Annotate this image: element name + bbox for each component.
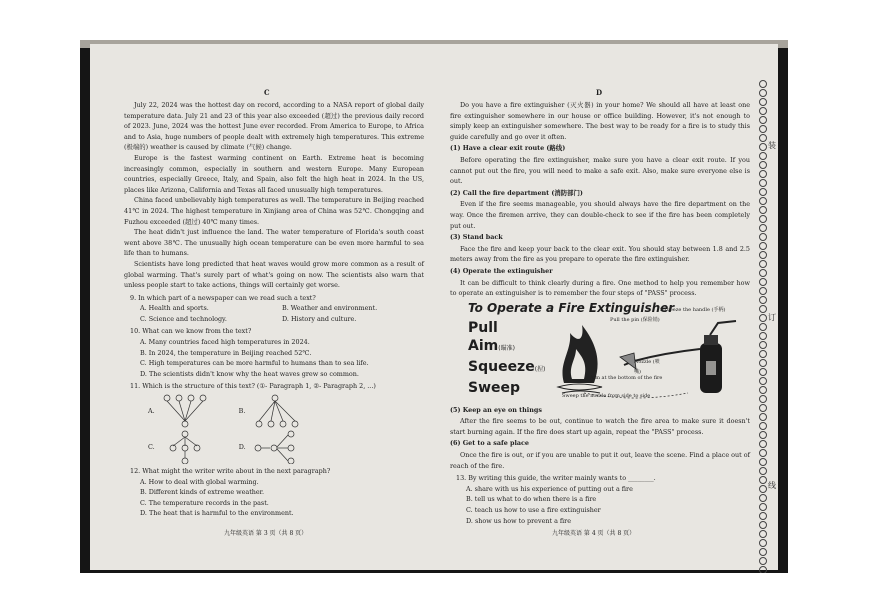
right-column [450, 100, 750, 526]
binding-ring-icon [759, 161, 767, 169]
question-13: 13. By writing this guide, the writer mainly wants to ________. [456, 474, 656, 483]
binding-ring-icon [759, 278, 767, 286]
label-sweep: Sweep the nozzle from side to side [562, 392, 651, 399]
page-footer-left: 九年级英语 第 3 页（共 8 页） [224, 530, 308, 537]
binding-ring-icon [759, 404, 767, 412]
binding-ring-icon [759, 485, 767, 493]
binding-ring-icon [759, 395, 767, 403]
binding-ring-icon [759, 134, 767, 142]
binding-ring-icon [759, 431, 767, 439]
fire-extinguisher-illustration [554, 313, 750, 399]
binding-ring-icon [759, 413, 767, 421]
step-3-text: Face the fire and keep your back to the clear exit. You should stay between 1.8 and 2.5 meters away from the fire as you prepare to operate the fire extinguisher. [450, 244, 750, 264]
binding-ring-icon [759, 152, 767, 160]
binding-ring-icon [759, 305, 767, 313]
step-2-text: Even if the fire seems manageable, you should always have the fire department on the way. Once the firemen arrive, they can double-check to see if the fire has been completely put out. [450, 200, 750, 230]
binding-ring-icon [759, 566, 767, 573]
step-5-title: (5) Keep an eye on things [450, 405, 542, 414]
binding-ring-icon [759, 530, 767, 538]
structure-option-b[interactable] [239, 394, 310, 428]
binding-ring-icon [759, 251, 767, 259]
label-pin: Pull the pin (保险销) [610, 316, 660, 323]
step-word: Aim [468, 337, 499, 354]
binding-ring-icon [759, 359, 767, 367]
binding-ring-icon [759, 332, 767, 340]
step-3-title: (3) Stand back [450, 233, 503, 242]
question-10: 10. What can we know from the text? [130, 327, 252, 336]
option[interactable]: D. History and culture. [282, 314, 357, 323]
question-11: 11. Which is the structure of this text? (①- Paragraph 1, ②- Paragraph 2, ...) [130, 382, 376, 391]
binding-ring-icon [759, 233, 767, 241]
binding-ring-icon [759, 269, 767, 277]
section-c-heading: C [264, 88, 270, 97]
binding-ring-icon [759, 458, 767, 466]
binding-ring-icon [759, 368, 767, 376]
binding-ring-icon [759, 323, 767, 331]
paragraph: July 22, 2024 was the hottest day on record, according to a NASA report of global daily temperature data. July 21 and 23 of this year also exceeded (超过) the previous daily record of 2023. June, 2024 was the hottest June ever recorded. From America to Europe, to Africa and to Asia, huge numbers of people dealt with extremely high temperatures. This extreme (极端的) weather is caused by climate (气候) change. [124, 101, 424, 152]
binding-ring-icon [759, 107, 767, 115]
step-2-title: (2) Call the fire department (消防部门) [450, 188, 583, 197]
binding-ring-icon [759, 539, 767, 547]
step-4-text: It can be difficult to think clearly during a fire. One method to help you remember how to operate an extinguisher is to remember the four steps of "PASS" process. [450, 278, 750, 298]
pass-step [468, 319, 545, 337]
binding-ring-icon [759, 80, 767, 88]
binding-ring-icon [759, 449, 767, 457]
step-note: (瞄准) [498, 344, 515, 352]
intro-paragraph: Do you have a fire extinguisher (灭火器) in your home? We should all have at least one fire extinguisher somewhere in our house or office building. However, it's not enough to simply keep an extinguisher somewhere. The best way to be ready for a fire is to study this guide carefully and go over it often. [450, 101, 750, 141]
step-4-title: (4) Operate the extinguisher [450, 266, 553, 275]
label-nozzle: Nozzle (喷嘴) [634, 358, 660, 376]
binding-ring-icon [759, 143, 767, 151]
binding-ring-icon [759, 98, 767, 106]
binding-ring-icon [759, 287, 767, 295]
binding-ring-icon [759, 296, 767, 304]
pass-steps [468, 319, 545, 397]
structure-diagram-icon [159, 394, 219, 428]
option[interactable]: A. Many countries faced high temperatures in 2024. [140, 338, 310, 347]
structure-diagram-icon [250, 430, 310, 464]
binding-ring-icon [759, 170, 767, 178]
option-letter: B. [238, 406, 246, 415]
binding-ring-icon [759, 557, 767, 565]
option[interactable]: A. share with us his experience of putting out a fire [466, 484, 633, 493]
pass-step [468, 379, 545, 397]
step-6-title: (6) Get to a safe place [450, 439, 529, 448]
page-footer-right: 九年级英语 第 4 页（共 8 页） [552, 530, 636, 537]
option-letter: A. [148, 406, 155, 415]
option[interactable]: C. teach us how to use a fire extinguisher [466, 506, 601, 515]
question-9: 9. In which part of a newspaper can we read such a text? [130, 293, 316, 302]
margin-char-xian: 线 [768, 481, 776, 490]
option[interactable]: B. Different kinds of extreme weather. [140, 488, 265, 497]
margin-char-ding: 订 [768, 313, 776, 322]
option[interactable]: A. Health and sports. [140, 304, 209, 313]
option[interactable]: C. The temperature records in the past. [140, 498, 269, 507]
binding-ring-icon [759, 206, 767, 214]
infographic-title: To Operate a Fire Extinguisher [468, 300, 675, 315]
option[interactable]: B. tell us what to do when there is a fire [466, 495, 597, 504]
question-12: 12. What might the writer write about in the next paragraph? [130, 467, 331, 476]
option[interactable]: B. In 2024, the temperature in Beijing reached 52℃. [140, 348, 312, 357]
option-letter: D. [238, 442, 246, 451]
structure-option-c[interactable] [148, 430, 219, 464]
q9-options-row-2 [140, 314, 424, 325]
option[interactable]: D. The scientists didn't know why the heat waves grew so common. [140, 369, 359, 378]
binding-ring-icon [759, 179, 767, 187]
binding-ring-icon [759, 125, 767, 133]
paragraph: China faced unbelievably high temperatures as well. The temperature in Beijing reached 41℃ in 2024. The highest temperature in Xinjiang area of China was 52℃. Chongqing and Fuzhou exceeded (超过) 40℃ many times. [124, 196, 424, 226]
binding-rings [758, 80, 768, 560]
exam-paper [90, 44, 778, 570]
step-note: (捏) [534, 365, 546, 373]
binding-ring-icon [759, 377, 767, 385]
photo-frame [80, 40, 788, 573]
step-5-text: After the fire seems to be out, continue to watch the fire area to make sure it doesn't start burning again. If the fire does start up again, repeat the "PASS" process. [450, 417, 750, 436]
binding-ring-icon [759, 215, 767, 223]
structure-options-ab [148, 394, 424, 428]
binding-ring-icon [759, 197, 767, 205]
binding-ring-icon [759, 224, 767, 232]
binding-ring-icon [759, 341, 767, 349]
pass-step [468, 337, 545, 358]
binding-ring-icon [759, 494, 767, 502]
label-aim: Aim at the bottom of the fire [590, 374, 663, 381]
option[interactable]: C. High temperatures can be more harmful to humans than to sea life. [140, 359, 369, 368]
option-letter: C. [148, 442, 155, 451]
structure-diagram-icon [159, 430, 219, 464]
left-column [124, 100, 424, 519]
binding-ring-icon [759, 89, 767, 97]
binding-ring-icon [759, 314, 767, 322]
binding-ring-icon [759, 467, 767, 475]
step-word: Sweep [468, 379, 521, 396]
binding-ring-icon [759, 422, 767, 430]
paragraph: Scientists have long predicted that heat waves would grow more common as a result of global warming. That's surely part of what's going on now. The scientists also warn that unless people start to take actions, things will certainly get worse. [124, 259, 424, 290]
binding-ring-icon [759, 188, 767, 196]
step-1-title: (1) Have a clear exit route (路线) [450, 144, 566, 153]
step-1-text: Before operating the fire extinguisher, make sure you have a clear exit route. If you cannot put out the fire, you will need to make a safe exit. Also, make sure everyone else is out. [450, 155, 750, 186]
paragraph: The heat didn't just influence the land. The water temperature of Florida's south coast went above 38℃. The unusually high ocean temperature can be even more harmful to sea life than to humans. [124, 228, 424, 258]
option[interactable]: D. show us how to prevent a fire [466, 516, 572, 525]
option[interactable]: C. Science and technology. [140, 314, 227, 323]
paragraph: Europe is the fastest warming continent on Earth. Extreme heat is becoming increasingly common, especially in southern and western Europe. Many European countries, especially Greece, Italy, and Spain, also felt the high heat in 2024. In the US, places like Arizona, California and Texas all faced unusually high temperatures. [124, 153, 424, 194]
step-6-text: Once the fire is out, or if you are unable to put it out, leave the scene. Find a place out of reach of the fire. [450, 451, 750, 470]
binding-ring-icon [759, 476, 767, 484]
structure-option-d[interactable] [239, 430, 310, 464]
option[interactable]: A. How to deal with global warming. [140, 477, 259, 486]
section-d-heading: D [596, 88, 603, 97]
label-handle: Squeeze the handle (手柄) [660, 306, 726, 313]
pass-step [468, 358, 545, 379]
option[interactable]: D. The heat that is harmful to the environment. [140, 509, 294, 518]
structure-option-a[interactable] [148, 394, 219, 428]
step-word: Squeeze [468, 358, 535, 375]
step-word: Pull [468, 319, 498, 336]
option[interactable]: B. Weather and environment. [282, 304, 378, 313]
binding-ring-icon [759, 116, 767, 124]
margin-char-zhuang: 装 [768, 141, 776, 150]
binding-ring-icon [759, 440, 767, 448]
structure-options-cd [148, 430, 424, 464]
pass-infographic [450, 300, 750, 399]
q9-options-row-1 [140, 303, 424, 314]
binding-ring-icon [759, 512, 767, 520]
binding-ring-icon [759, 521, 767, 529]
binding-ring-icon [759, 350, 767, 358]
binding-ring-icon [759, 548, 767, 556]
binding-ring-icon [759, 260, 767, 268]
binding-ring-icon [759, 503, 767, 511]
binding-ring-icon [759, 242, 767, 250]
structure-diagram-icon [249, 394, 309, 428]
binding-ring-icon [759, 386, 767, 394]
